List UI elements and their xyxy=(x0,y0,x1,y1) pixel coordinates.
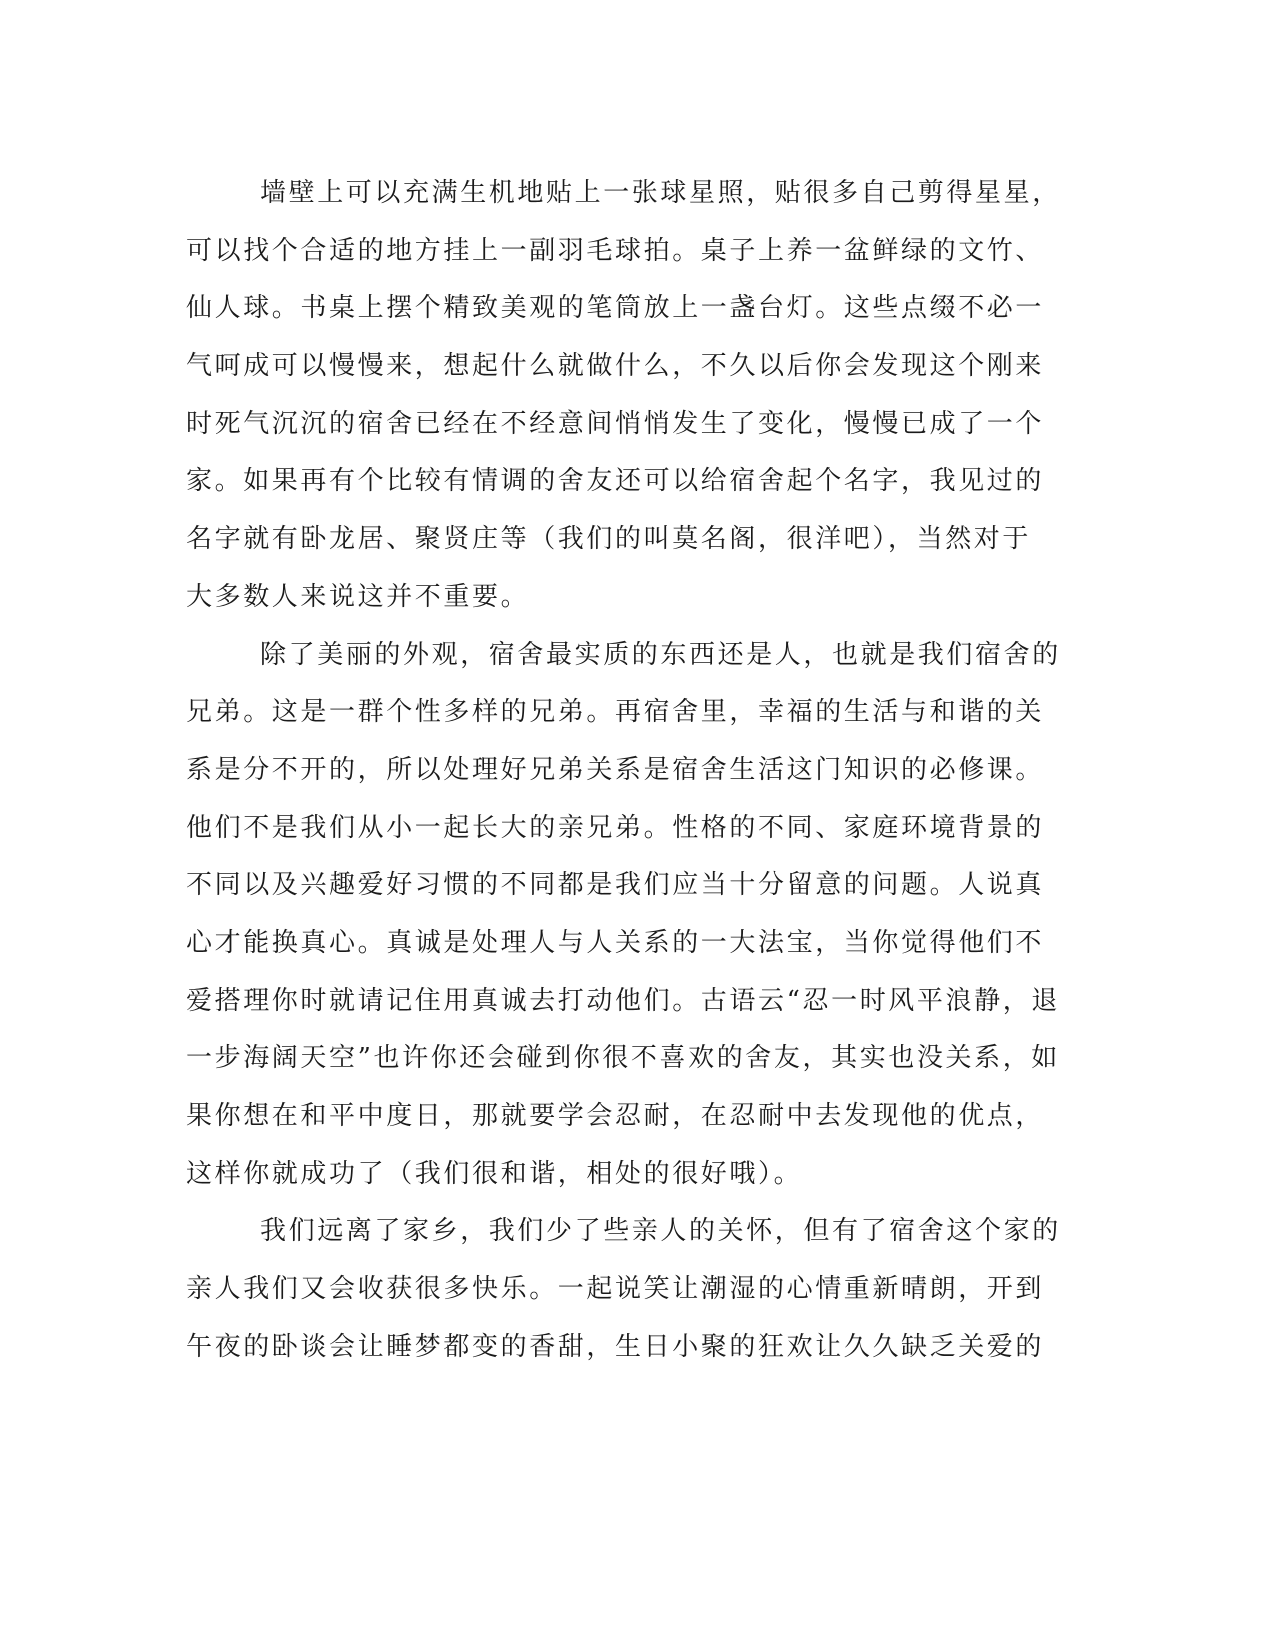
text-line: 兄弟。这是一群个性多样的兄弟。再宿舍里，幸福的生活与和谐的关 xyxy=(186,697,1045,728)
text-line: 午夜的卧谈会让睡梦都变的香甜，生日小聚的狂欢让久久缺乏关爱的 xyxy=(186,1331,1045,1362)
text-line: 不同以及兴趣爱好习惯的不同都是我们应当十分留意的问题。人说真 xyxy=(186,870,1045,901)
paragraph-1 xyxy=(186,165,1061,627)
paragraph-3 xyxy=(186,1203,1061,1376)
text-line: 时死气沉沉的宿舍已经在不经意间悄悄发生了变化，慢慢已成了一个 xyxy=(186,408,1045,439)
text-line: 心才能换真心。真诚是处理人与人关系的一大法宝，当你觉得他们不 xyxy=(186,927,1045,958)
text-line: 气呵成可以慢慢来，想起什么就做什么，不久以后你会发现这个刚来 xyxy=(186,351,1045,382)
text-line: 这样你就成功了（我们很和谐，相处的很好哦）。 xyxy=(186,1158,803,1189)
text-line: 大多数人来说这并不重要。 xyxy=(186,581,530,612)
text-line: 系是分不开的，所以处理好兄弟关系是宿舍生活这门知识的必修课。 xyxy=(186,754,1045,785)
text-line: 爱搭理你时就请记住用真诚去打动他们。古语云“忍一时风平浪静，退 xyxy=(186,985,1060,1016)
paragraph-2 xyxy=(186,627,1061,1204)
text-line: 除了美丽的外观，宿舍最实质的东西还是人，也就是我们宿舍的 xyxy=(260,639,1061,670)
text-line: 一步海阔天空”也许你还会碰到你很不喜欢的舍友，其实也没关系，如 xyxy=(186,1043,1060,1074)
text-line: 我们远离了家乡，我们少了些亲人的关怀，但有了宿舍这个家的 xyxy=(260,1216,1061,1247)
text-line: 仙人球。书桌上摆个精致美观的笔筒放上一盏台灯。这些点缀不必一 xyxy=(186,293,1045,324)
text-line: 可以找个合适的地方挂上一副羽毛球拍。桌子上养一盆鲜绿的文竹、 xyxy=(186,235,1045,266)
body-text xyxy=(186,165,1061,1376)
text-line: 名字就有卧龙居、聚贤庄等（我们的叫莫名阁，很洋吧），当然对于 xyxy=(186,524,1032,555)
text-line: 亲人我们又会收获很多快乐。一起说笑让潮湿的心情重新晴朗，开到 xyxy=(186,1274,1045,1305)
text-line: 他们不是我们从小一起长大的亲兄弟。性格的不同、家庭环境背景的 xyxy=(186,812,1045,843)
text-line: 果你想在和平中度日，那就要学会忍耐，在忍耐中去发现他的优点， xyxy=(186,1101,1045,1131)
text-line: 家。如果再有个比较有情调的舍友还可以给宿舍起个名字，我见过的 xyxy=(186,466,1045,497)
text-line: 墙壁上可以充满生机地贴上一张球星照，贴很多自己剪得星星， xyxy=(260,178,1061,208)
